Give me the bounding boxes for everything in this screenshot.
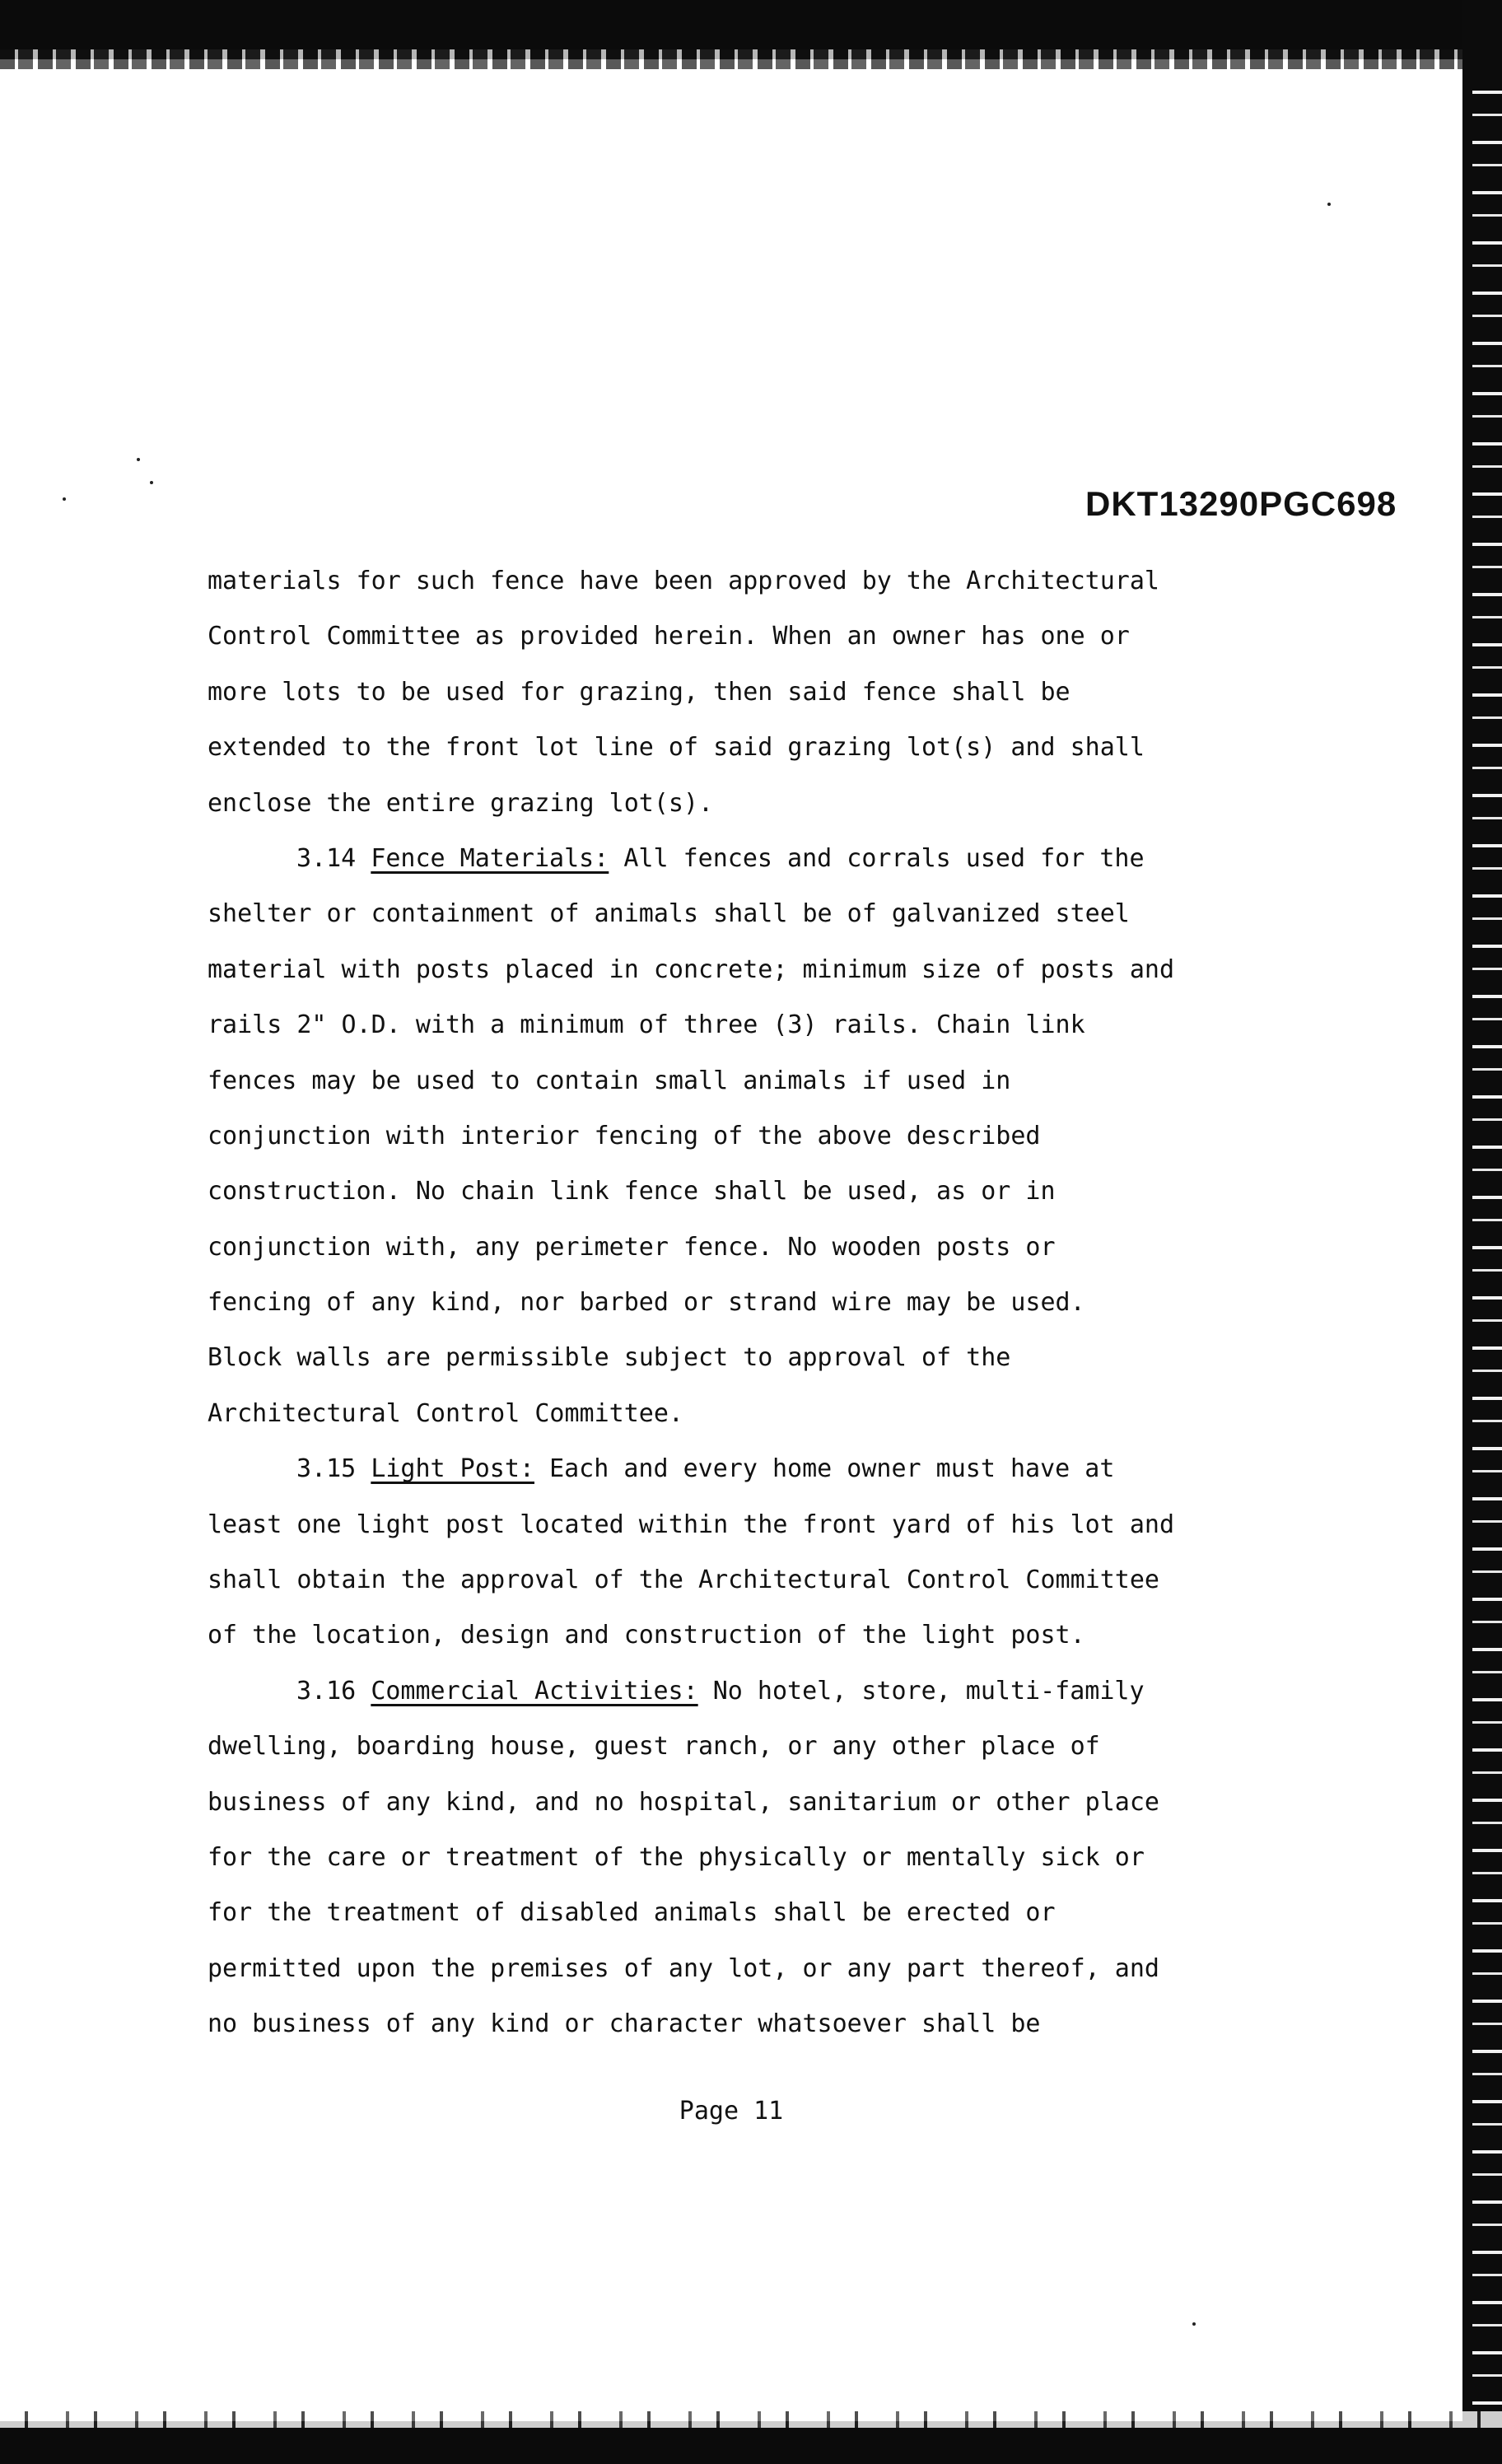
text-line: conjunction with interior fencing of the above described: [208, 1121, 1041, 1150]
scan-speck: [150, 481, 153, 484]
document-body: [208, 553, 1377, 2052]
text-fragment: Each and every home owner must have at: [549, 1454, 1115, 1484]
section-heading-light-post: Light Post:: [371, 1454, 534, 1484]
text-line: of the location, design and construction of the light post.: [208, 1621, 1085, 1650]
text-line: extended to the front lot line of said grazing lot(s) and shall: [208, 733, 1145, 763]
text-line: more lots to be used for grazing, then said fence shall be: [208, 677, 1071, 707]
scan-speck: [1192, 2322, 1196, 2326]
document-reference: DKT13290PGC698: [1085, 484, 1397, 523]
page-number: Page 11: [679, 2097, 784, 2126]
section-3-15-first-line: [208, 1441, 1377, 1496]
text-line: no business of any kind or character whatsoever shall be: [208, 2009, 1041, 2039]
section-heading-commercial-activities: Commercial Activities:: [371, 1676, 698, 1706]
section-number: 3.15: [296, 1454, 357, 1484]
text-line: enclose the entire grazing lot(s).: [208, 788, 714, 818]
text-line: material with posts placed in concrete; minimum size of posts and: [208, 954, 1174, 984]
text-line: construction. No chain link fence shall be used, as or in: [208, 1177, 1056, 1206]
text-line: for the treatment of disabled animals shall be erected or: [208, 1898, 1056, 1928]
text-line: shelter or containment of animals shall be of galvanized steel: [208, 899, 1130, 929]
section-3-16-first-line: [208, 1664, 1377, 1719]
text-line: permitted upon the premises of any lot, or any part thereof, and: [208, 1953, 1159, 1983]
text-fragment: No hotel, store, multi-family: [712, 1676, 1145, 1706]
text-line: fencing of any kind, nor barbed or strand wire may be used.: [208, 1288, 1085, 1318]
text-line: materials for such fence have been approved by the Architectural: [208, 567, 1159, 595]
text-fragment: All fences and corrals used for the: [623, 843, 1145, 873]
scan-noise-right: [1472, 66, 1502, 2421]
section-number: 3.16: [296, 1676, 357, 1706]
text-line: dwelling, boarding house, guest ranch, or any other place of: [208, 1732, 1100, 1762]
text-line: fences may be used to contain small animals if used in: [208, 1066, 1011, 1095]
scan-speck: [63, 497, 66, 501]
scan-noise-top: [0, 49, 1502, 69]
text-line: for the care or treatment of the physically or mentally sick or: [208, 1842, 1145, 1872]
text-line: business of any kind, and no hospital, sanitarium or other place: [208, 1787, 1159, 1817]
text-line: conjunction with, any perimeter fence. No wooden posts or: [208, 1232, 1056, 1262]
section-heading-fence-materials: Fence Materials:: [371, 843, 609, 873]
text-line: rails 2" O.D. with a minimum of three (3) rails. Chain link: [208, 1010, 1085, 1040]
section-3-14-first-line: [208, 831, 1377, 886]
section-number: 3.14: [296, 843, 357, 873]
scan-noise-bottom: [0, 2411, 1502, 2428]
text-line: least one light post located within the front yard of his lot and: [208, 1510, 1174, 1539]
text-line: Control Committee as provided herein. When an owner has one or: [208, 622, 1130, 651]
scan-speck: [1327, 203, 1331, 206]
text-line: Block walls are permissible subject to approval of the: [208, 1343, 1011, 1373]
scan-speck: [137, 458, 140, 461]
text-line: Architectural Control Committee.: [208, 1398, 683, 1428]
text-line: shall obtain the approval of the Architectural Control Committee: [208, 1566, 1159, 1595]
